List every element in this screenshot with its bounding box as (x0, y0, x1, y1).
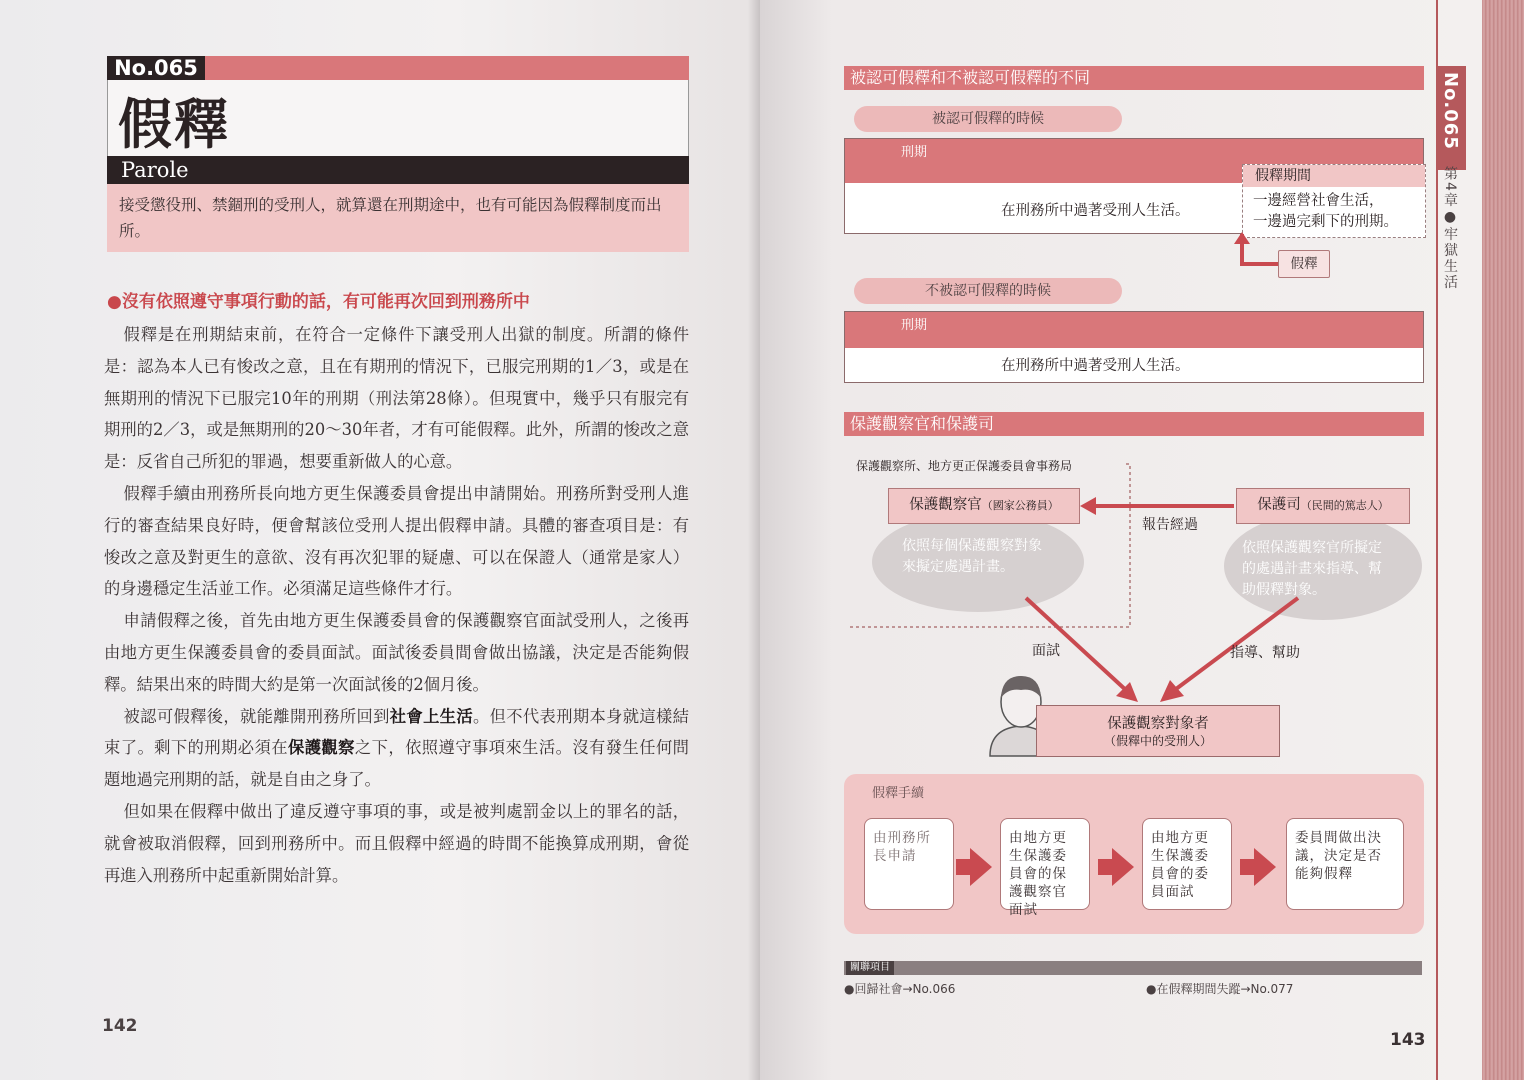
section1-title: 被認可假釋和不被認可假釋的不同 (850, 68, 1091, 87)
parole-period-line: 一邊經營社會生活， (1253, 193, 1384, 209)
paragraph-fragment: 被認可假釋後，就能離開刑務所回到 (123, 706, 390, 726)
step-arrow-icon (1112, 848, 1134, 886)
volunteer-bubble-line: 的處遇計畫來指導、幫 (1242, 561, 1382, 577)
volunteer-name: 保護司 (1257, 497, 1301, 513)
body-text (104, 319, 689, 891)
summary-box (107, 184, 689, 252)
probation-officer-box (888, 488, 1080, 524)
step-2: 由地方更生保護委員會的保護觀察官面試 (1000, 818, 1090, 910)
summary-text: 接受懲役刑、禁錮刑的受刑人，就算還在刑期途中，也有可能因為假釋制度而出所。 (119, 196, 662, 240)
procedure-panel (844, 774, 1424, 934)
case-denied-pill: 不被認可假釋的時候 (854, 278, 1122, 304)
parole-period-label: 假釋期間 (1243, 165, 1425, 187)
officer-bubble-line: 依照每個保護觀察對象 (902, 538, 1042, 554)
interview-label: 面試 (1032, 643, 1060, 659)
section-heading: ●沒有依照遵守事項行動的話，有可能再次回到刑務所中 (107, 292, 530, 312)
section2-bar (844, 412, 1424, 436)
office-label: 保護觀察所、地方更正保護委員會事務局 (856, 459, 1073, 473)
guidance-label: 指導、幫助 (1230, 645, 1300, 661)
report-label: 報告經過 (1142, 517, 1198, 533)
page-edges (1482, 0, 1524, 1080)
term-label: 刑期 (901, 145, 928, 160)
volunteer-bubble-line: 助假釋對象。 (1242, 582, 1326, 598)
step-arrow-icon (970, 848, 992, 886)
term-bar (845, 312, 1423, 348)
parole-period-box (1242, 164, 1426, 238)
right-page (760, 0, 1482, 1080)
english-title: Parole (121, 158, 189, 182)
parole-tag: 假釋 (1278, 250, 1330, 278)
english-title-bar (107, 156, 689, 184)
left-page (0, 0, 758, 1080)
probation-subject-box (1036, 705, 1280, 757)
volunteer-officer-box (1236, 488, 1410, 524)
volunteer-sub: （民間的篤志人） (1300, 499, 1389, 512)
paragraph (104, 701, 689, 796)
officer-name: 保護觀察官 (909, 497, 982, 513)
related-bar (844, 961, 1422, 975)
related-link-left[interactable]: ●回歸社會→No.066 (844, 982, 956, 996)
case-approved-pill: 被認可假釋的時候 (854, 106, 1122, 132)
step-3: 由地方更生保護委員會的委員面試 (1142, 818, 1232, 910)
chapter-label: 第4章●牢獄生活 (1442, 166, 1458, 291)
subject-name: 保護觀察對象者 (1107, 716, 1209, 732)
bold-term: 社會上生活 (389, 706, 473, 726)
entry-number: No.065 (107, 56, 205, 80)
subject-sub: （假釋中的受刑人） (1103, 734, 1212, 748)
page-number: 143 (1390, 1030, 1426, 1050)
side-tab-label: No.065 (1440, 72, 1461, 150)
entry-header (107, 56, 689, 252)
side-tab (1436, 66, 1466, 170)
paragraph: 但如果在假釋中做出了違反遵守事項的事，或是被判處罰金以上的罪名的話，就會被取消假釋，回到刑務所中。而且假釋中經過的時間不能換算成刑期，會從再進入刑務所中起重新開始計算。 (104, 801, 689, 885)
volunteer-bubble-line: 依照保護觀察官所擬定 (1242, 540, 1382, 556)
term-label: 刑期 (901, 318, 928, 333)
entry-title-box (107, 80, 689, 157)
procedure-title: 假釋手續 (872, 786, 925, 801)
paragraph-fragment: 。但不代表刑期本身就這樣結束了。剩下的刑期必須在 (104, 706, 689, 758)
step-4: 委員間做出決議，決定是否能夠假釋 (1286, 818, 1404, 910)
related-link-right[interactable]: ●在假釋期間失蹤→No.077 (1146, 982, 1294, 996)
paragraph: 假釋手續由刑務所長向地方更生保護委員會提出申請開始。刑務所對受刑人進行的審查結果良好時，便會幫該位受刑人提出假釋申請。具體的審查項目是：有悛改之意及對更生的意欲、沒有再次犯罪的疑慮、可以在保證人（通常是家人）的身邊穩定生活並工作。必須滿足這些條件才行。 (104, 483, 689, 599)
paragraph: 假釋是在刑期結束前，在符合一定條件下讓受刑人出獄的制度。所謂的條件是：認為本人已有悛改之意，且在有期刑的情況下，已服完刑期的1／3，或是在無期刑的情況下已服完10年的刑期（刑法第28條）。但現實中，幾乎只有服完有期刑的2／3，或是無期刑的20～30年者，才有可能假釋。此外，所謂的悛改之意是：反省自己所犯的罪過，想要重新做人的心意。 (104, 325, 689, 472)
page-number: 142 (102, 1016, 138, 1036)
officer-bubble-line: 來擬定處遇計畫。 (902, 559, 1014, 575)
parole-period-text (1253, 191, 1398, 233)
bold-term: 保護觀察 (287, 738, 355, 758)
officer-sub: （國家公務員） (981, 499, 1059, 512)
step-1: 由刑務所長申請 (864, 818, 954, 910)
prison-life-text: 在刑務所中過著受刑人生活。 (1001, 203, 1190, 219)
step-arrow-icon (1254, 848, 1276, 886)
parole-period-line: 一邊過完剩下的刑期。 (1253, 214, 1398, 230)
paragraph: 申請假釋之後，首先由地方更生保護委員會的保護觀察官面試受刑人，之後再由地方更生保護委員會的委員面試。面試後委員間會做出協議，決定是否能夠假釋。結果出來的時間大約是第一次面試後的2個月後。 (104, 611, 689, 694)
paragraph-fragment: 之下，依照遵守事項來生活。沒有發生任何問題地過完刑期的話，就是自由之身了。 (104, 738, 689, 790)
related-label: 關聯項目 (846, 961, 894, 975)
section2-title: 保護觀察官和保護司 (850, 414, 995, 433)
prison-life-text: 在刑務所中過著受刑人生活。 (1001, 358, 1190, 374)
section1-bar (844, 66, 1424, 90)
denied-timeline (844, 311, 1424, 383)
entry-title: 假釋 (118, 92, 230, 156)
